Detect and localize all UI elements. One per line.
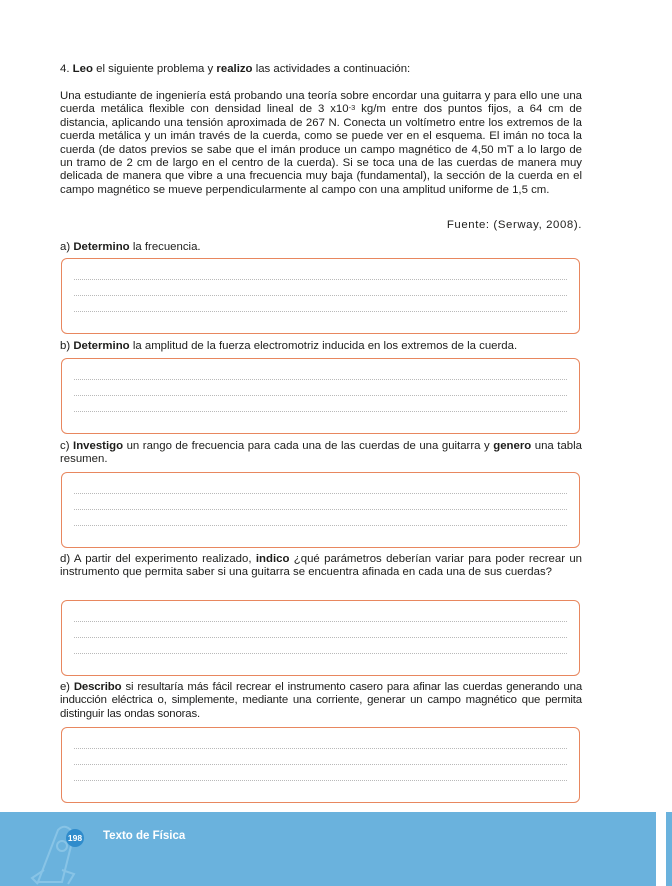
answer-line	[74, 395, 567, 396]
answer-line	[74, 748, 567, 749]
answer-box-c[interactable]	[61, 472, 580, 548]
question-a-verb: Determino	[73, 241, 130, 253]
page-number-badge: 198	[66, 829, 84, 847]
question-d	[60, 553, 582, 580]
activity-number: 4.	[60, 63, 70, 75]
density-exponent: -3	[348, 103, 356, 113]
answer-line	[74, 621, 567, 622]
question-e-verb: Describo	[73, 681, 122, 693]
rocket-watermark-icon	[18, 812, 98, 886]
question-b-letter: b)	[60, 340, 71, 352]
question-b	[60, 340, 582, 353]
answer-box-b[interactable]	[61, 358, 580, 434]
question-c-verb: Investigo	[73, 440, 124, 452]
answer-box-e[interactable]	[61, 727, 580, 803]
answer-line	[74, 780, 567, 781]
problem-text-part2: kg/m entre dos puntos fijos, a 64 cm de distancia, aplicando una tensión aproximada de 267 N. Conecta un voltímetro entre los extremos de la cuerda metálica y un imán través de la cuerda, como se puede ver en el esquema. El imán no toca la cuerda (de datos previos se sabe que el imán produce un campo magnético de 4,50 mT a lo largo de un tramo de 2 cm de largo en el centro de la cuerda). Si se toca una de las cuerdas de manera muy delicada de manera que vibre a una frecuencia muy baja (fundamental), la sección de la cuerda en el campo magnético se mueve perpendicularmente al campo con una amplitud uniforme de 1,5 cm.	[60, 103, 582, 196]
activity-heading-end: las actividades a continuación:	[255, 63, 411, 75]
question-e-letter: e)	[60, 681, 70, 693]
question-c-letter: c)	[60, 440, 70, 452]
answer-line	[74, 525, 567, 526]
answer-line	[74, 411, 567, 412]
activity-heading-mid: el siguiente problema y	[96, 63, 214, 75]
source-citation: Fuente: (Serway, 2008).	[446, 219, 582, 231]
problem-text-part1: Una estudiante de ingeniería está probando una teoría sobre encordar una guitarra y para ello une una cuerda metálica flexible con densidad lineal de 3 x10	[60, 90, 582, 116]
answer-line	[74, 637, 567, 638]
answer-line	[74, 764, 567, 765]
page-footer	[0, 812, 672, 886]
question-e-text: si resultaría más fácil recrear el instrumento casero para afinar las cuerdas generando una inducción eléctrica o, simplemente, mediante una corriente, generar un campo magnético que permita distinguir las ondas sonoras.	[60, 681, 583, 720]
activity-verb-read: Leo	[72, 63, 93, 75]
problem-statement	[60, 90, 582, 197]
book-title: Texto de Física	[103, 830, 186, 842]
question-c-text-end: una tabla resumen.	[60, 440, 582, 466]
activity-verb-do: realizo	[216, 63, 253, 75]
question-a	[60, 241, 582, 254]
footer-edge-stripe-outer	[666, 812, 672, 886]
question-c-verb2: genero	[493, 440, 532, 452]
answer-line	[74, 509, 567, 510]
answer-line	[74, 379, 567, 380]
question-d-text: ¿qué parámetros deberían variar para poder recrear un instrumento que permita saber si una guitarra se encuentra afinada en cada una de sus cuerdas?	[60, 553, 583, 579]
question-a-letter: a)	[60, 241, 71, 253]
question-e	[60, 681, 582, 721]
question-d-verb: indico	[255, 553, 290, 565]
question-a-text: la frecuencia.	[132, 241, 201, 253]
answer-box-a[interactable]	[61, 258, 580, 334]
answer-line	[74, 295, 567, 296]
question-c	[60, 440, 582, 467]
answer-line	[74, 653, 567, 654]
answer-line	[74, 493, 567, 494]
question-d-text-start: d) A partir del experimento realizado,	[60, 553, 252, 565]
question-c-text: un rango de frecuencia para cada una de las cuerdas de una guitarra y	[126, 440, 490, 452]
question-b-text: la amplitud de la fuerza electromotriz inducida en los extremos de la cuerda.	[132, 340, 518, 352]
answer-line	[74, 311, 567, 312]
activity-heading	[60, 62, 582, 76]
answer-line	[74, 279, 567, 280]
answer-box-d[interactable]	[61, 600, 580, 676]
question-b-verb: Determino	[73, 340, 130, 352]
footer-edge-stripe	[656, 812, 666, 886]
